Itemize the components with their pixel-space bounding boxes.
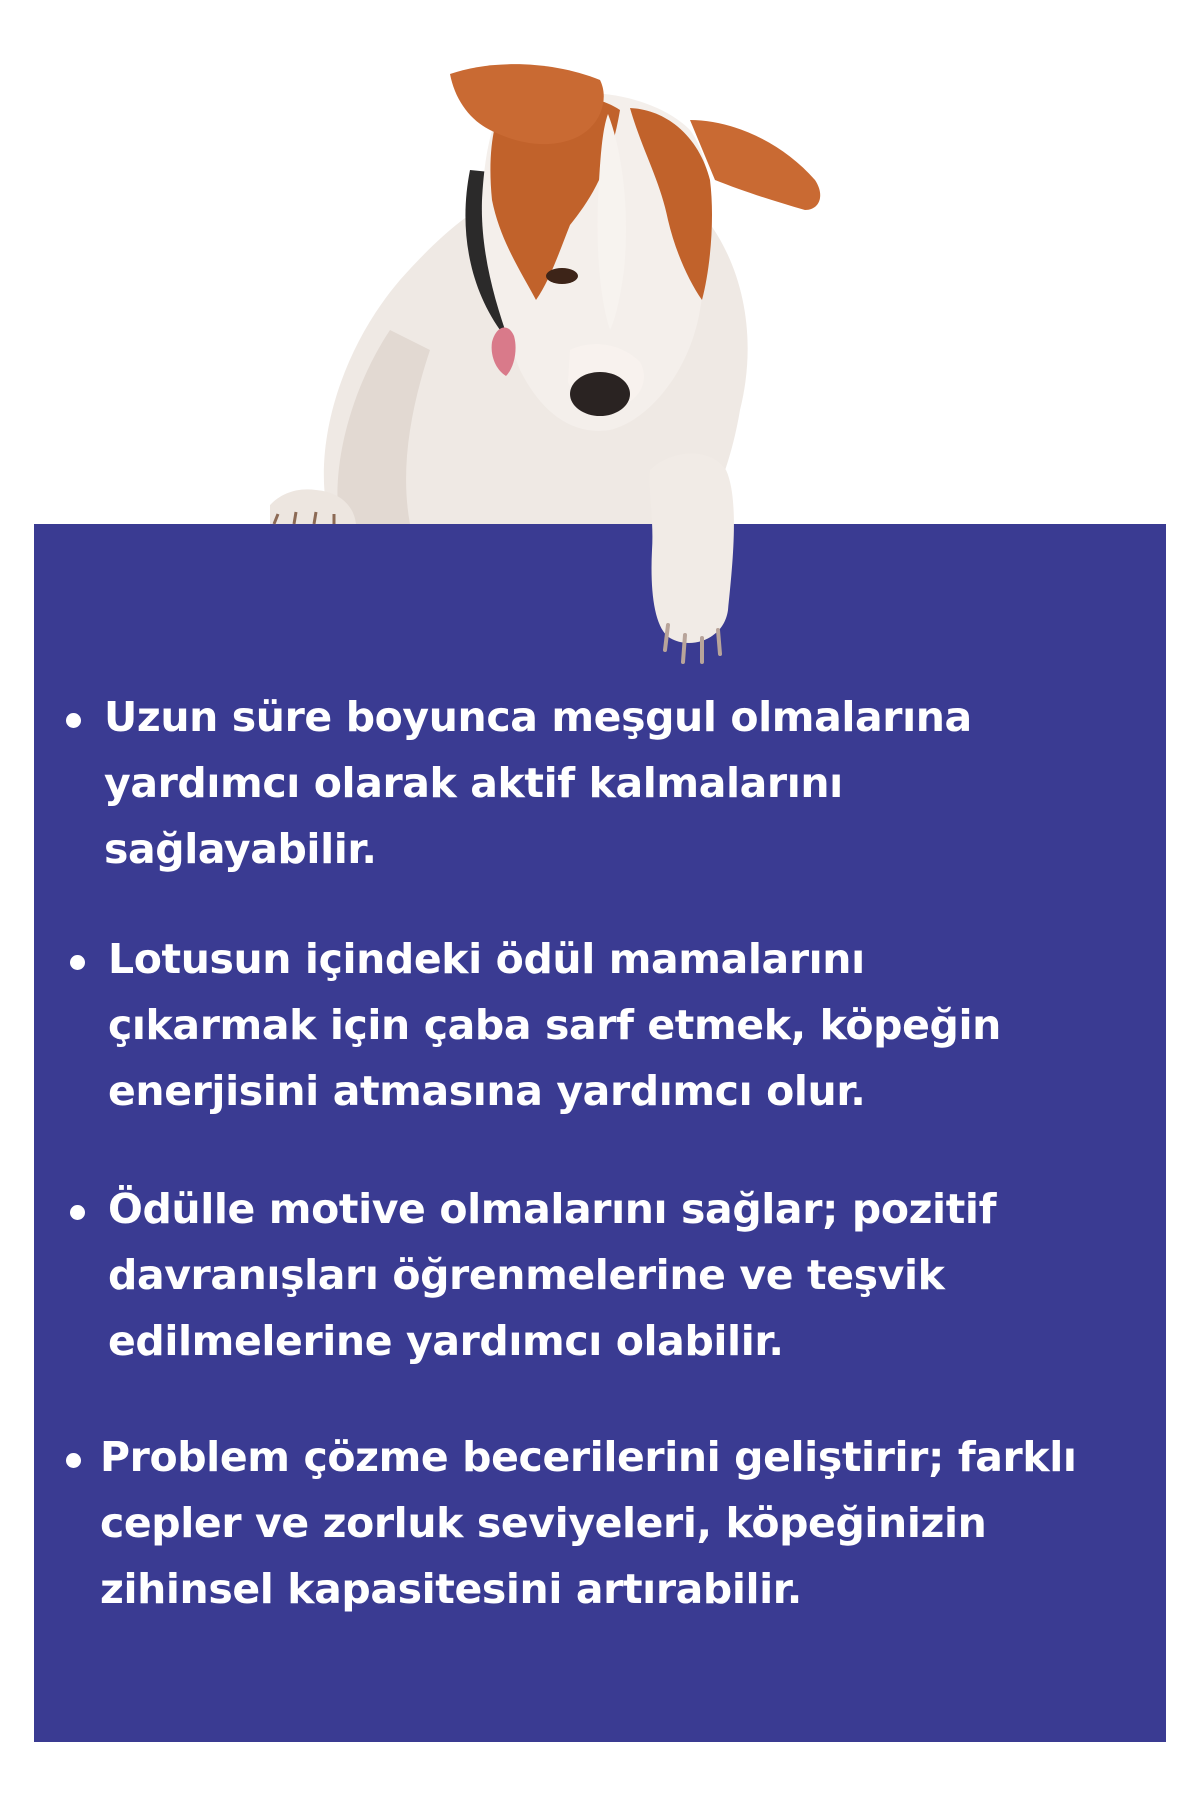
bullet-dot-icon	[66, 1453, 81, 1468]
list-item-text: Lotusun içindeki ödül mamalarını çıkarmak için çaba sarf etmek, köpeğin enerjisini atmasına yardımcı olur.	[108, 935, 1001, 1115]
bullet-dot-icon	[66, 713, 81, 728]
dog-eye	[546, 268, 578, 284]
dog-nose	[570, 372, 630, 416]
list-item-text: Ödülle motive olmalarını sağlar; pozitif davranışları öğrenmelerine ve teşvik edilmelerine yardımcı olabilir.	[108, 1185, 997, 1365]
bullet-dot-icon	[70, 1205, 85, 1220]
list-item-text: Problem çözme becerilerini geliştirir; farklı cepler ve zorluk seviyeleri, köpeğinizin zihinsel kapasitesini artırabilir.	[100, 1433, 1077, 1613]
bullet-dot-icon	[70, 955, 85, 970]
dog-ear-left	[450, 64, 604, 144]
list-item-text: Uzun süre boyunca meşgul olmalarına yardımcı olarak aktif kalmalarını sağlayabilir.	[104, 693, 972, 873]
benefit-list	[34, 524, 1166, 1742]
